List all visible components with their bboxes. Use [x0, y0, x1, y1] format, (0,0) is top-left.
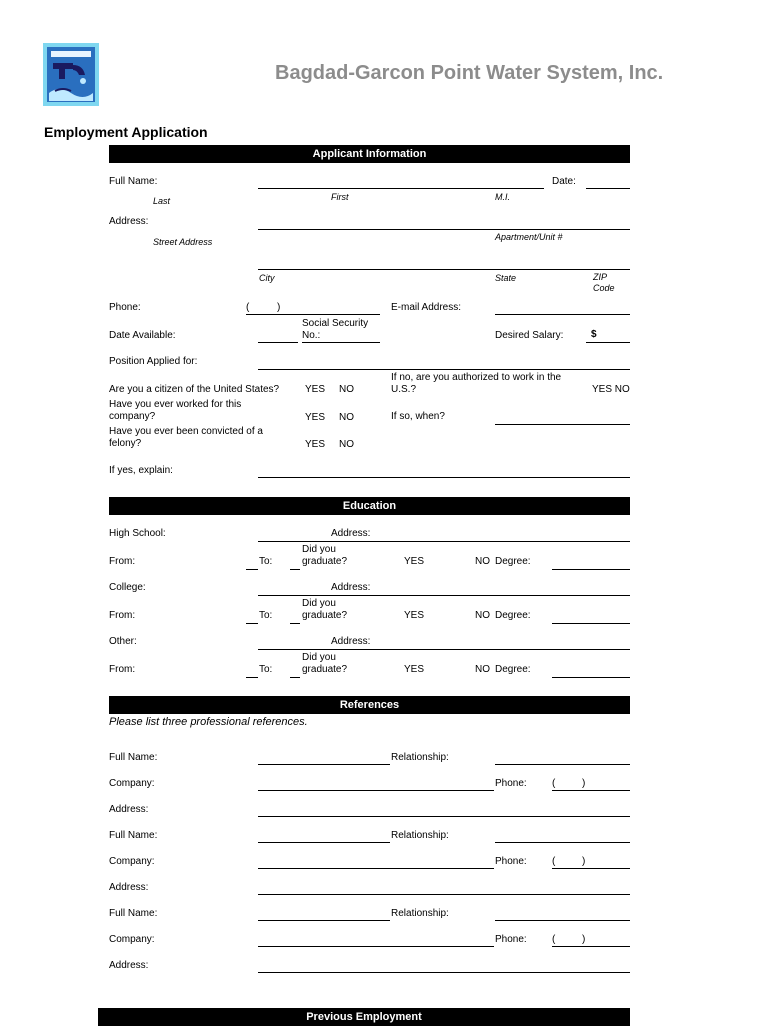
ref3-phone-paren-close: )	[582, 934, 586, 945]
form-title: Employment Application	[44, 124, 208, 140]
high-school-field[interactable]	[258, 541, 630, 542]
position-field[interactable]	[258, 369, 630, 370]
ref2-phone-field[interactable]	[552, 868, 630, 869]
ref2-phone-label: Phone:	[495, 856, 527, 867]
authorized-question: If no, are you authorized to work in the U.S.?	[391, 372, 562, 395]
phone-label: Phone:	[109, 302, 141, 313]
ref2-relationship-field[interactable]	[495, 842, 630, 843]
felony-question: Have you ever been convicted of a felony?	[109, 426, 263, 449]
other-from-label: From:	[109, 664, 136, 675]
citizen-yes[interactable]: YES	[305, 384, 326, 395]
apt-caption: Apartment/Unit #	[495, 232, 563, 242]
ref2-address-field[interactable]	[258, 894, 630, 895]
previous-employment-header: Previous Employment	[98, 1008, 630, 1026]
high-school-degree-field[interactable]	[552, 569, 630, 570]
explain-label: If yes, explain:	[109, 465, 173, 476]
ref3-full-name-field[interactable]	[258, 920, 390, 921]
ref2-company-label: Company:	[109, 856, 155, 867]
high-school-label: High School:	[109, 528, 166, 539]
college-from-field[interactable]	[246, 623, 258, 624]
full-name-field[interactable]	[258, 188, 544, 189]
ref1-phone-paren-close: )	[582, 778, 586, 789]
worked-yes[interactable]: YES	[305, 412, 326, 423]
ref1-phone-paren-open: (	[552, 778, 556, 789]
ref1-relationship-field[interactable]	[495, 764, 630, 765]
email-label: E-mail Address:	[391, 302, 462, 313]
high-school-degree-label: Degree:	[495, 556, 531, 567]
high-school-from-label: From:	[109, 556, 136, 567]
other-no[interactable]: NO	[475, 664, 490, 675]
salary-label: Desired Salary:	[495, 330, 564, 341]
ref1-relationship-label: Relationship:	[391, 752, 449, 763]
other-graduate-label: Did you graduate?	[302, 652, 348, 675]
ref2-address-label: Address:	[109, 882, 149, 893]
explain-field[interactable]	[258, 477, 630, 478]
college-degree-label: Degree:	[495, 610, 531, 621]
city-caption: City	[259, 273, 275, 283]
ref2-full-name-label: Full Name:	[109, 830, 158, 841]
college-field[interactable]	[258, 595, 630, 596]
college-address-label: Address:	[331, 582, 371, 593]
ssn-label: Social Security No.:	[302, 318, 369, 341]
date-available-field[interactable]	[258, 342, 298, 343]
other-field[interactable]	[258, 649, 630, 650]
other-label: Other:	[109, 636, 137, 647]
position-label: Position Applied for:	[109, 356, 198, 367]
ref2-phone-paren-open: (	[552, 856, 556, 867]
other-address-label: Address:	[331, 636, 371, 647]
first-caption: First	[331, 192, 349, 202]
if-so-field[interactable]	[495, 424, 630, 425]
ref3-relationship-field[interactable]	[495, 920, 630, 921]
ref1-address-field[interactable]	[258, 816, 630, 817]
other-yes[interactable]: YES	[404, 664, 425, 675]
dollar-sign: $	[591, 329, 597, 340]
city-state-zip-field[interactable]	[258, 269, 630, 270]
references-header: References	[109, 696, 630, 714]
ref1-address-label: Address:	[109, 804, 149, 815]
ref3-phone-label: Phone:	[495, 934, 527, 945]
date-field[interactable]	[586, 188, 630, 189]
ref3-company-label: Company:	[109, 934, 155, 945]
street-caption: Street Address	[153, 237, 213, 247]
phone-paren-open: (	[246, 302, 250, 313]
ref2-phone-paren-close: )	[582, 856, 586, 867]
date-available-label: Date Available:	[109, 330, 176, 341]
ref1-phone-label: Phone:	[495, 778, 527, 789]
ref1-full-name-label: Full Name:	[109, 752, 158, 763]
address-label: Address:	[109, 216, 149, 227]
state-caption: State	[495, 273, 517, 283]
ref1-company-field[interactable]	[258, 790, 494, 791]
phone-field[interactable]	[246, 314, 380, 315]
last-caption: Last	[153, 196, 171, 206]
high-school-address-label: Address:	[331, 528, 371, 539]
company-name: Bagdad-Garcon Point Water System, Inc.	[275, 62, 664, 84]
salary-field[interactable]	[586, 342, 630, 343]
citizen-question: Are you a citizen of the United States?	[109, 384, 280, 395]
college-label: College:	[109, 582, 146, 593]
authorized-yes-no[interactable]: YES NO	[592, 384, 630, 395]
if-so-label: If so, when?	[391, 411, 445, 422]
ref2-company-field[interactable]	[258, 868, 494, 869]
education-header: Education	[109, 497, 630, 515]
college-graduate-label: Did you graduate?	[302, 598, 348, 621]
college-no[interactable]: NO	[475, 610, 490, 621]
other-to-field[interactable]	[290, 677, 300, 678]
ref3-address-field[interactable]	[258, 972, 630, 973]
email-field[interactable]	[495, 314, 630, 315]
mi-caption: M.I.	[495, 192, 510, 202]
ref3-company-field[interactable]	[258, 946, 494, 947]
college-to-label: To:	[259, 610, 273, 621]
other-degree-field[interactable]	[552, 677, 630, 678]
zip-caption: ZIP Code	[593, 272, 615, 293]
other-from-field[interactable]	[246, 677, 258, 678]
ref3-phone-field[interactable]	[552, 946, 630, 947]
high-school-from-field[interactable]	[246, 569, 258, 570]
ref1-full-name-field[interactable]	[258, 764, 390, 765]
felony-no[interactable]: NO	[339, 439, 354, 450]
worked-no[interactable]: NO	[339, 412, 354, 423]
date-label: Date:	[552, 176, 576, 187]
ref3-phone-paren-open: (	[552, 934, 556, 945]
references-note: Please list three professional references.	[109, 716, 308, 728]
ref3-address-label: Address:	[109, 960, 149, 971]
high-school-no[interactable]: NO	[475, 556, 490, 567]
college-to-field[interactable]	[290, 623, 300, 624]
ref1-phone-field[interactable]	[552, 790, 630, 791]
college-degree-field[interactable]	[552, 623, 630, 624]
citizen-no[interactable]: NO	[339, 384, 354, 395]
ref1-company-label: Company:	[109, 778, 155, 789]
high-school-to-label: To:	[259, 556, 273, 567]
company-logo	[43, 43, 99, 106]
ref3-relationship-label: Relationship:	[391, 908, 449, 919]
college-from-label: From:	[109, 610, 136, 621]
ssn-field[interactable]	[302, 342, 380, 343]
college-yes[interactable]: YES	[404, 610, 425, 621]
other-to-label: To:	[259, 664, 273, 675]
high-school-to-field[interactable]	[290, 569, 300, 570]
applicant-info-header: Applicant Information	[109, 145, 630, 163]
ref2-relationship-label: Relationship:	[391, 830, 449, 841]
full-name-label: Full Name:	[109, 176, 158, 187]
high-school-graduate-label: Did you graduate?	[302, 544, 348, 567]
ref3-full-name-label: Full Name:	[109, 908, 158, 919]
other-degree-label: Degree:	[495, 664, 531, 675]
ref2-full-name-field[interactable]	[258, 842, 390, 843]
phone-paren-close: )	[277, 302, 281, 313]
worked-question: Have you ever worked for this company?	[109, 399, 242, 422]
high-school-yes[interactable]: YES	[404, 556, 425, 567]
street-address-field[interactable]	[258, 229, 630, 230]
felony-yes[interactable]: YES	[305, 439, 326, 450]
